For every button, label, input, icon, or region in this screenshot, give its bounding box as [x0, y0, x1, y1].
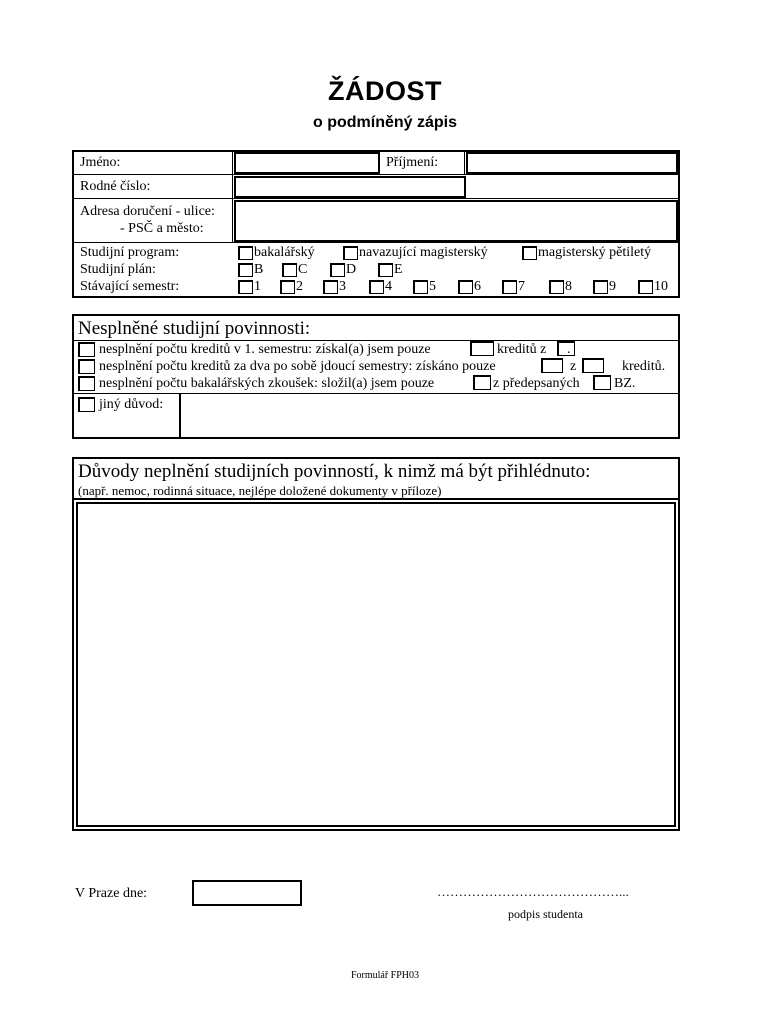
- plan-label-d: D: [346, 262, 357, 277]
- credits-required-field-2[interactable]: [582, 358, 604, 373]
- form-code: Formulář FPH03: [350, 970, 420, 981]
- semester-label-7: 7: [518, 279, 525, 294]
- reasons-heading: Důvody neplnění studijních povinností, k nimž má být přihlédnuto:: [78, 461, 591, 482]
- obligation-text-first-semester: nesplnění počtu kreditů v 1. semestru: získal(a) jsem pouze: [99, 342, 431, 357]
- obligation-end-bachelor-exams: BZ.: [614, 376, 636, 391]
- semester-checkbox-8[interactable]: [549, 280, 564, 294]
- signature-line: ……………………………………...: [437, 884, 629, 899]
- semester-label-8: 8: [565, 279, 572, 294]
- obligation-mid-first-semester: kreditů z: [497, 342, 547, 357]
- signature-label: podpis studenta: [508, 907, 583, 921]
- obligation-mid-bachelor-exams: z předepsaných: [493, 376, 580, 391]
- obligation-checkbox-two-semesters[interactable]: [78, 359, 95, 374]
- obligation-text-bachelor-exams: nesplnění počtu bakalářských zkoušek: složil(a) jsem pouze: [99, 376, 435, 391]
- address-field[interactable]: [234, 200, 678, 242]
- program-label-master: navazující magisterský: [359, 245, 488, 260]
- semester-label-5: 5: [429, 279, 436, 294]
- obligations-heading: Nesplněné studijní povinnosti:: [78, 318, 311, 339]
- plan-label: Studijní plán:: [80, 262, 156, 277]
- semester-checkbox-5[interactable]: [413, 280, 428, 294]
- plan-label-b: B: [254, 262, 264, 277]
- plan-checkbox-d[interactable]: [330, 263, 345, 277]
- semester-label-4: 4: [385, 279, 392, 294]
- name-field[interactable]: [234, 152, 380, 174]
- credits-obtained-field-1[interactable]: [470, 341, 494, 356]
- other-reason-label: jiný důvod:: [99, 397, 164, 412]
- address-label-city: - PSČ a město:: [120, 221, 204, 236]
- surname-label: Příjmení:: [386, 155, 439, 170]
- address-label-street: Adresa doručení - ulice:: [80, 204, 215, 219]
- program-checkbox-master[interactable]: [343, 246, 358, 260]
- semester-label-10: 10: [654, 279, 668, 294]
- plan-checkbox-b[interactable]: [238, 263, 253, 277]
- exams-required-field[interactable]: [593, 375, 611, 390]
- program-checkbox-bachelor[interactable]: [238, 246, 253, 260]
- plan-checkbox-c[interactable]: [282, 263, 297, 277]
- semester-label: Stávající semestr:: [80, 279, 180, 294]
- birth-number-label: Rodné číslo:: [80, 179, 151, 194]
- semester-label-1: 1: [254, 279, 261, 294]
- place-date-label: V Praze dne:: [75, 886, 148, 901]
- obligation-checkbox-first-semester[interactable]: [78, 342, 95, 357]
- credits-obtained-field-2[interactable]: [541, 358, 563, 373]
- reasons-text-area[interactable]: [76, 502, 676, 827]
- semester-label-2: 2: [296, 279, 303, 294]
- obligation-mid-two-semesters: z: [570, 359, 577, 374]
- program-label-five-year: magisterský pětiletý: [538, 245, 652, 260]
- date-field[interactable]: [192, 880, 302, 906]
- page-subtitle: o podmíněný zápis: [312, 114, 457, 131]
- reasons-note: (např. nemoc, rodinná situace, nejlépe doložené dokumenty v příloze): [78, 483, 442, 498]
- other-reason-field[interactable]: [181, 394, 678, 437]
- semester-label-6: 6: [474, 279, 481, 294]
- semester-checkbox-1[interactable]: [238, 280, 253, 294]
- obligation-text-two-semesters: nesplnění počtu kreditů za dva po sobě jdoucí semestry: získáno pouze: [99, 359, 496, 374]
- program-label-bachelor: bakalářský: [254, 245, 315, 260]
- page-title: ŽÁDOST: [328, 76, 442, 106]
- semester-checkbox-10[interactable]: [638, 280, 653, 294]
- obligation-end-two-semesters: kreditů.: [622, 359, 666, 374]
- name-label: Jméno:: [80, 155, 121, 170]
- program-checkbox-five-year[interactable]: [522, 246, 537, 260]
- semester-checkbox-3[interactable]: [323, 280, 338, 294]
- birth-number-field[interactable]: [234, 176, 466, 198]
- semester-label-3: 3: [339, 279, 346, 294]
- surname-field[interactable]: [466, 152, 678, 174]
- exams-passed-field[interactable]: [473, 375, 491, 390]
- semester-checkbox-9[interactable]: [593, 280, 608, 294]
- program-label: Studijní program:: [80, 245, 180, 260]
- semester-checkbox-4[interactable]: [369, 280, 384, 294]
- other-reason-checkbox[interactable]: [78, 397, 95, 412]
- obligation-end-first-semester: .: [567, 342, 571, 357]
- plan-label-e: E: [394, 262, 403, 277]
- semester-checkbox-6[interactable]: [458, 280, 473, 294]
- semester-checkbox-7[interactable]: [502, 280, 517, 294]
- credits-required-field-1[interactable]: [557, 341, 575, 356]
- semester-label-9: 9: [609, 279, 616, 294]
- plan-label-c: C: [298, 262, 308, 277]
- plan-checkbox-e[interactable]: [378, 263, 393, 277]
- semester-checkbox-2[interactable]: [280, 280, 295, 294]
- obligation-checkbox-bachelor-exams[interactable]: [78, 376, 95, 391]
